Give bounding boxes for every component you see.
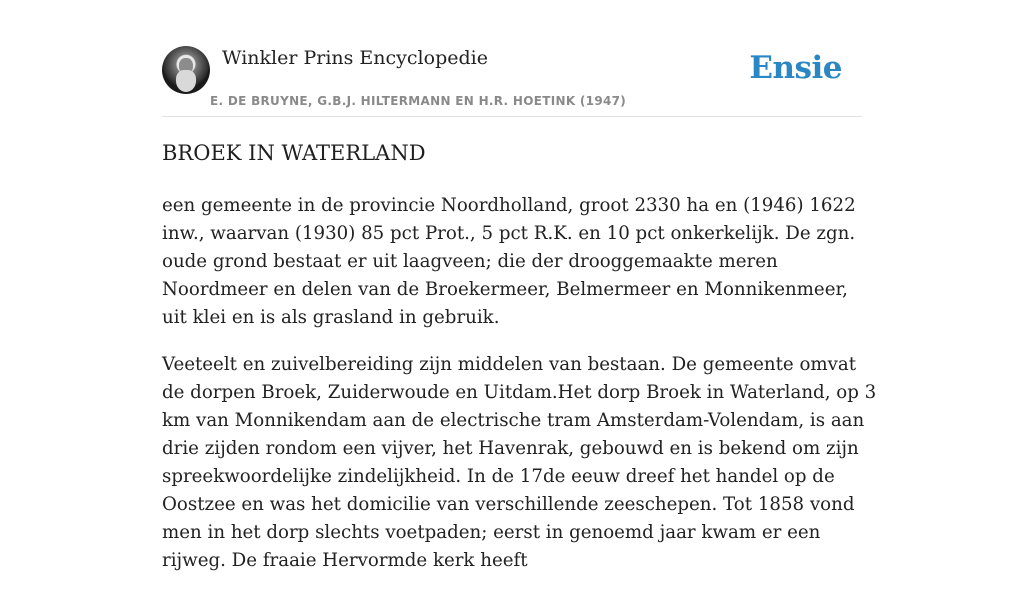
authors-line: E. DE BRUYNE, G.B.J. HILTERMANN EN H.R. HOETINK (1947) — [210, 94, 627, 108]
page-header — [162, 46, 862, 117]
encyclopedia-title[interactable]: Winkler Prins Encyclopedie — [222, 47, 488, 69]
paragraph-1: een gemeente in de provincie Noordholland, groot 2330 ha en (1946) 1622 inw., waarvan (1930) 85 pct Prot., 5 pct R.K. en 10 pct onkerkelijk. De zgn. oude grond bestaat er uit laagveen; die der drooggemaakte meren Noordmeer en delen van de Broekermeer, Belmermeer en Monnikenmeer, uit klei en is als grasland in gebruik. — [162, 195, 856, 328]
article-title: BROEK IN WATERLAND — [162, 141, 426, 165]
avatar-beard — [176, 70, 196, 92]
author-avatar — [162, 46, 210, 94]
paragraph-2: Veeteelt en zuivelbereiding zijn middelen van bestaan. De gemeente omvat de dorpen Broek, Zuiderwoude en Uitdam.Het dorp Broek in Waterland, op 3 km van Monnikendam aan de electrische tram Amsterdam-Volendam, is aan drie zijden rondom een vijver, het Havenrak, gebouwd en is bekend om zijn spreekwoordelijke zindelijkheid. In de 17de eeuw dreef het handel op de Oostzee en was het domicilie van verschillende zeeschepen. Tot 1858 vond men in het dorp slechts voetpaden; eerst in genoemd jaar kwam er een rijweg. De fraaie Hervormde kerk heeft — [162, 354, 877, 571]
article-body — [162, 192, 877, 594]
ensie-logo[interactable]: Ensie — [749, 50, 842, 86]
